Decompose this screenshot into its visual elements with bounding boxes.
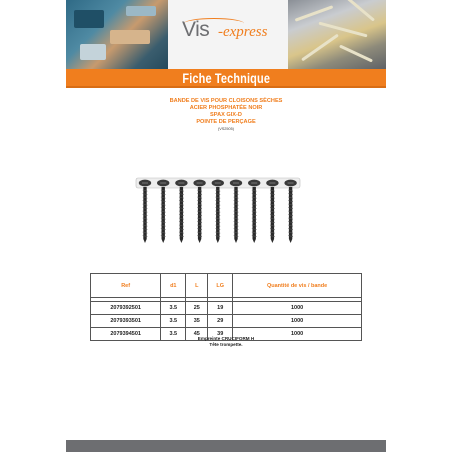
- cell-l: 25: [186, 302, 208, 315]
- cell-lg: 39: [208, 328, 233, 341]
- screw-shank: [234, 187, 237, 239]
- note-drive-type: Empreinte CRUCIFORM H: [197, 336, 255, 341]
- table-row: [91, 315, 362, 328]
- screw-shank: [198, 187, 201, 239]
- header-banner: [66, 0, 386, 69]
- screw-shank: [180, 187, 183, 239]
- screw-tip: [253, 239, 256, 243]
- title-bar: [66, 69, 386, 86]
- screw-shank: [143, 187, 146, 239]
- footer-bar: [66, 440, 386, 452]
- screw-tip: [198, 239, 201, 243]
- cell-l: 45: [186, 328, 208, 341]
- cell-ref: 2079392501: [91, 302, 161, 315]
- product-line-2: ACIER PHOSPHATÉE NOIR: [189, 105, 263, 111]
- spec-table: [90, 273, 362, 341]
- note-head-type: Tête trompette.: [209, 342, 243, 347]
- col-header-ref: Ref: [91, 274, 161, 298]
- screw-tip: [216, 239, 219, 243]
- product-line-1: BANDE DE VIS POUR CLOISONS SÈCHES: [169, 98, 283, 104]
- product-description: [66, 98, 386, 132]
- cell-ref: 2079393501: [91, 315, 161, 328]
- product-code: (VS2505): [217, 127, 235, 131]
- logo-text-vis: Vis: [182, 18, 210, 41]
- cell-d1: 3.5: [161, 315, 186, 328]
- cell-l: 35: [186, 315, 208, 328]
- col-header-d1: d1: [161, 274, 186, 298]
- cell-lg: 19: [208, 302, 233, 315]
- cell-quantity: 1000: [233, 302, 362, 315]
- screw-shank: [271, 187, 274, 239]
- tech-sheet: [66, 0, 386, 452]
- screw-shank: [162, 187, 165, 239]
- cell-ref: 2079394501: [91, 328, 161, 341]
- screw-tip: [143, 239, 146, 243]
- title-bar-shadow: [66, 86, 386, 88]
- cell-quantity: 1000: [233, 328, 362, 341]
- page-title: Fiche Technique: [182, 69, 270, 86]
- product-line-3: SPAX GIX-D: [210, 112, 242, 118]
- cell-quantity: 1000: [233, 315, 362, 328]
- product-line-4: POINTE DE PERÇAGE: [196, 119, 256, 125]
- screw-shank: [216, 187, 219, 239]
- col-header-quantity: Quantité de vis / bande: [233, 274, 362, 298]
- screw-tip: [162, 239, 165, 243]
- col-header-lg: LG: [208, 274, 233, 298]
- cell-lg: 29: [208, 315, 233, 328]
- cell-d1: 3.5: [161, 328, 186, 341]
- screw-tip: [271, 239, 274, 243]
- notes: [66, 336, 386, 348]
- screw-shank: [253, 187, 256, 239]
- vis-express-logo: [182, 18, 286, 52]
- tools-photo: [66, 0, 168, 69]
- table-header-row: [91, 274, 362, 298]
- cell-d1: 3.5: [161, 302, 186, 315]
- logo-text-express: -express: [218, 24, 268, 40]
- table-row: [91, 302, 362, 315]
- screw-strip-image: [134, 176, 302, 244]
- screw-tip: [180, 239, 183, 243]
- screw-shank: [289, 187, 292, 239]
- col-header-l: L: [186, 274, 208, 298]
- screw-tip: [289, 239, 292, 243]
- screw-tip: [234, 239, 237, 243]
- screws-photo: [288, 0, 386, 69]
